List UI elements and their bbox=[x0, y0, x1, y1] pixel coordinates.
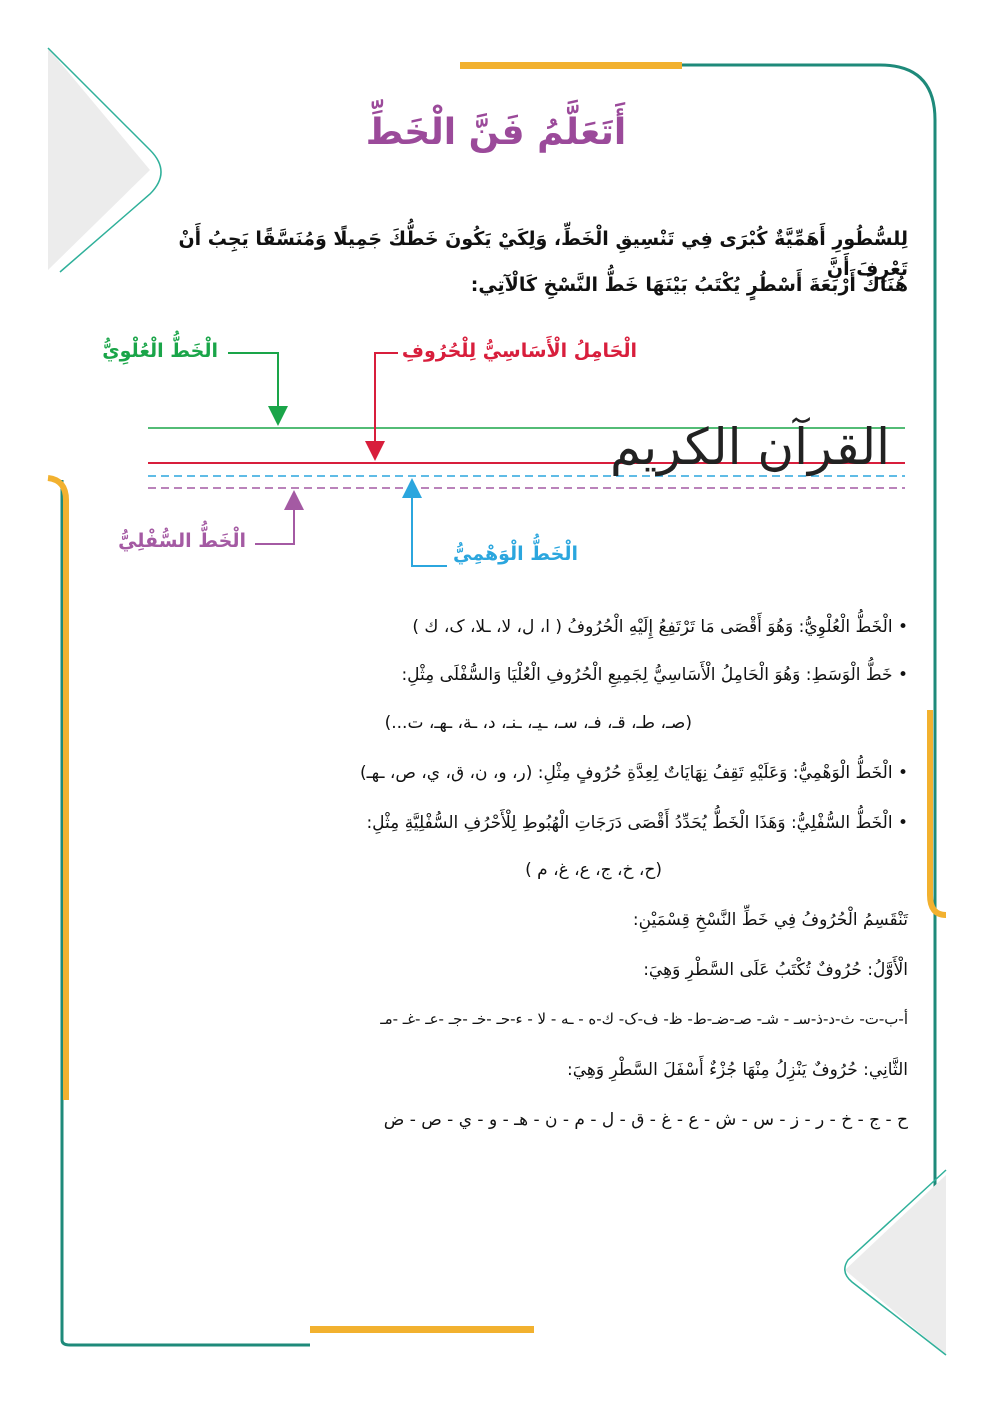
example-lower-letters: (ح، خ، ج، ع، غ، م ) bbox=[525, 860, 662, 880]
intro-line-1: لِلسُّطُورِ أَهَمِّيَّةٌ كُبْرَى فِي تَنْسِيقِ الْخَطِّ، وَلِكَيْ يَكُونَ خَطُّكَ جَمِيلًا وَمُنَسَّقًا يَجِبُ أَنْ تَعْرِفَ أَنَّ bbox=[178, 228, 908, 280]
base-arrow-icon bbox=[365, 441, 385, 461]
corner-shape-bottom-right bbox=[845, 1175, 946, 1355]
sample-calligraphy-text: القرآن الكريم bbox=[609, 418, 891, 476]
first-group-heading: الْأَوَّلُ: حُرُوفٌ تُكْتَبُ عَلَى السَّطْرِ وَهِيَ: bbox=[643, 960, 908, 980]
bullet-text: خَطُّ الْوَسَطِ: وَهُوَ الْحَامِلُ الْأَسَاسِيُّ لِجَمِيعِ الْحُرُوفِ الْعُلْيَا وَالسُّفْلَى مِثْلِ: bbox=[401, 665, 893, 685]
first-group-letters: أ-ب-ت- ث-د-ذ-سـ - شـ- صـ-ضـ-ط- ظ- ف-ک- ك-ه - ـه - لا - ء-حـ -خـ -جـ -عـ -غـ -مـ bbox=[380, 1010, 908, 1028]
bullet-text: الْخَطُّ الْوَهْمِيُّ: وَعَلَيْهِ تَقِفُ نِهَايَاتٌ لِعِدَّةِ حُرُوفٍ مِثْلِ: (ر، و، ن، ق، ي، ص، ـهـ) bbox=[360, 763, 893, 783]
example-middle-letters: (صـ، طـ، قـ، فـ، سـ، ـيـ، ـنـ، د، ـة، ـهـ، ت...) bbox=[384, 713, 692, 733]
bullet-item-imaginary: • الْخَطُّ الْوَهْمِيُّ: وَعَلَيْهِ تَقِفُ نِهَايَاتٌ لِعِدَّةِ حُرُوفٍ مِثْلِ: (ر، و، ن، ق، ي، ص، ـهـ) bbox=[360, 763, 908, 783]
intro-line-2: هُنَاكَ أَرْبَعَةَ أَسْطُرٍ يُكْتَبُ بَيْنَهَا خَطُّ النَّسْخِ كَالْآتِي: bbox=[470, 274, 908, 296]
bullet-text: الْخَطُّ السُّفْلِيُّ: وَهَذَا الْخَطُّ يُحَدِّدُ أَقْصَى دَرَجَاتِ الْهُبُوطِ لِلْأَحْرُفِ السُّفْلِيَّةِ مِثْلِ: bbox=[366, 813, 893, 833]
second-group-letters: ح - ج - خ - ر - ز - س - ش - ع - غ - ق - ل - م - ن - هـ - و - ي - ص - ض bbox=[383, 1110, 908, 1130]
label-base-line: الْحَامِلُ الْأَسَاسِيُّ لِلْحُرُوفِ bbox=[401, 340, 637, 362]
bottom-accent-bar bbox=[310, 1326, 534, 1333]
label-upper-line: الْخَطُّ الْعُلْوِيُّ bbox=[102, 340, 218, 362]
imaginary-arrow-icon bbox=[402, 478, 422, 498]
bullet-item-upper: • الْخَطُّ الْعُلْوِيُّ: وَهُوَ أَقْصَى مَا تَرْتَفِعُ إِلَيْهِ الْحُرُوفُ ( ا، ل، لا، ـلا، ک، ك ) bbox=[412, 617, 908, 637]
label-imaginary-line: الْخَطُّ الْوَهْمِيُّ bbox=[453, 543, 578, 565]
base-pointer-line bbox=[375, 353, 398, 446]
division-heading: تَنْقَسِمُ الْحُرُوفُ فِي خَطِّ النَّسْخِ قِسْمَيْنِ: bbox=[632, 910, 908, 930]
lower-arrow-icon bbox=[284, 490, 304, 510]
label-lower-line: الْخَطُّ السُّفْلِيُّ bbox=[118, 530, 246, 552]
upper-pointer-line bbox=[228, 353, 278, 410]
lower-pointer-line bbox=[255, 506, 294, 544]
right-accent-curve bbox=[930, 710, 946, 915]
bullet-item-middle: • خَطُّ الْوَسَطِ: وَهُوَ الْحَامِلُ الْأَسَاسِيُّ لِجَمِيعِ الْحُرُوفِ الْعُلْيَا وَالسُّفْلَى مِثْلِ: bbox=[401, 665, 908, 685]
imaginary-pointer-line bbox=[412, 495, 447, 566]
upper-arrow-icon bbox=[268, 406, 288, 426]
left-accent-curve bbox=[48, 478, 66, 1100]
bullet-item-lower: • الْخَطُّ السُّفْلِيُّ: وَهَذَا الْخَطُّ يُحَدِّدُ أَقْصَى دَرَجَاتِ الْهُبُوطِ لِلْأَحْرُفِ السُّفْلِيَّةِ مِثْلِ: bbox=[366, 813, 908, 833]
second-group-heading: الثَّانِي: حُرُوفٌ يَنْزِلُ مِنْهَا جُزْءٌ أَسْفَلَ السَّطْرِ وَهِيَ: bbox=[566, 1060, 908, 1080]
page-title: أَتَعَلَّمُ فَنَّ الْخَطِّ bbox=[365, 112, 627, 153]
top-accent-bar bbox=[460, 62, 682, 69]
bullet-text: الْخَطُّ الْعُلْوِيُّ: وَهُوَ أَقْصَى مَا تَرْتَفِعُ إِلَيْهِ الْحُرُوفُ ( ا، ل، لا، ـلا، ک، ك ) bbox=[412, 617, 893, 637]
